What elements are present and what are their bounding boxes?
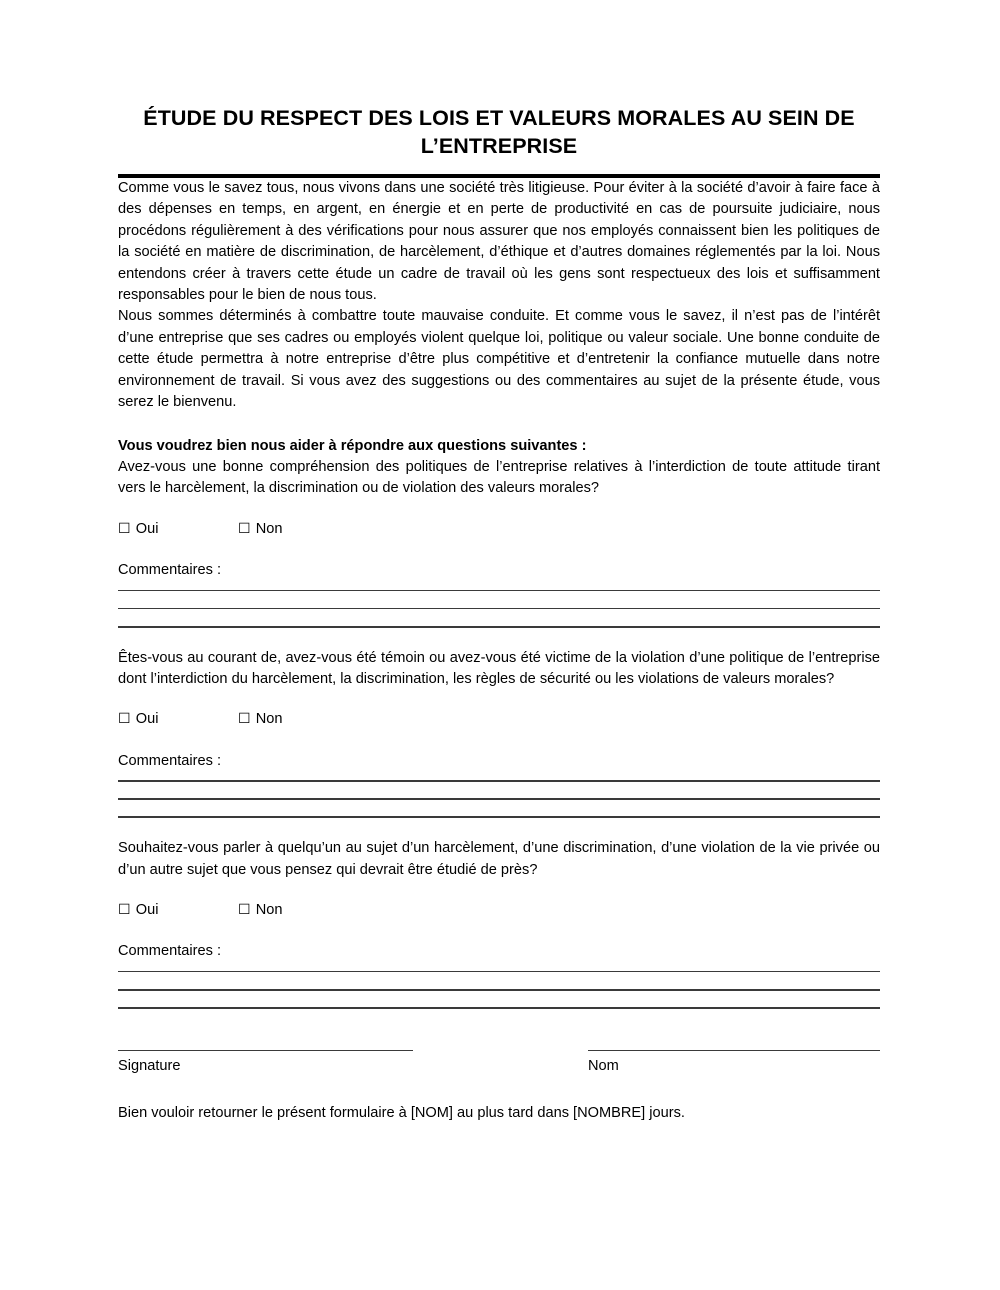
comment-write-line[interactable] — [118, 780, 880, 782]
checkbox-icon[interactable]: ☐ — [238, 520, 251, 537]
question-2-choices — [118, 709, 880, 730]
page-title: ÉTUDE DU RESPECT DES LOIS ET VALEURS MORALES AU SEIN DE L’ENTREPRISE — [143, 106, 855, 159]
option-label: Non — [255, 520, 283, 537]
question-2-option-non[interactable] — [238, 709, 283, 730]
signature-caption: Signature — [118, 1057, 181, 1074]
comment-write-line[interactable] — [118, 608, 880, 610]
question-1-comments-label: Commentaires : — [118, 562, 221, 579]
intro-paragraph-2: Nous sommes déterminés à combattre toute mauvaise conduite. Et comme vous le savez, il n’est pas de l’intérêt d’une entreprise que ses cadres ou employés violent quelque loi, politique ou valeur sociale. Une bonne conduite de cette étude permettra à notre entreprise d’être plus compétitive et d’entretenir la confiance mutuelle dans notre environnement de travail. Si vous avez des suggestions ou des commentaires au sujet de la présente étude, vous serez le bienvenu. — [118, 308, 880, 411]
comment-write-line[interactable] — [118, 989, 880, 991]
option-label: Non — [255, 711, 283, 728]
option-label: Oui — [135, 711, 159, 728]
question-3-text: Souhaitez-vous parler à quelqu’un au sujet d’un harcèlement, d’une discrimination, d’une violation de la vie privée ou d’un autre sujet que vous pensez qui devrait être étudié de près? — [118, 840, 880, 878]
question-block-1 — [118, 457, 880, 628]
signature-line[interactable] — [118, 1050, 413, 1052]
block-spacer — [118, 818, 880, 838]
question-1-text: Avez-vous une bonne compréhension des politiques de l’entreprise relatives à l’interdiction de toute attitude tirant vers le harcèlement, la discrimination ou de violation des valeurs morales? — [118, 459, 880, 497]
question-1-option-oui[interactable] — [118, 519, 238, 540]
checkbox-icon[interactable]: ☐ — [118, 711, 131, 728]
comment-write-line[interactable] — [118, 590, 880, 592]
signature-block — [118, 1050, 880, 1094]
block-spacer — [118, 628, 880, 648]
comment-write-line[interactable] — [118, 798, 880, 800]
closing-instruction: Bien vouloir retourner le présent formulaire à [NOM] au plus tard dans [NOMBRE] jours. — [118, 1104, 685, 1121]
questions-lead-in: Vous voudrez bien nous aider à répondre aux questions suivantes : — [118, 437, 587, 454]
document-content — [118, 104, 880, 1139]
checkbox-icon[interactable]: ☐ — [238, 711, 251, 728]
comment-write-line[interactable] — [118, 971, 880, 973]
question-3-choices — [118, 900, 880, 921]
question-3-comments-label: Commentaires : — [118, 943, 221, 960]
question-1-option-non[interactable] — [238, 519, 283, 540]
option-label: Oui — [135, 901, 159, 918]
option-label: Non — [255, 901, 283, 918]
question-2-option-oui[interactable] — [118, 709, 238, 730]
question-3-option-non[interactable] — [238, 900, 283, 921]
question-2-text: Êtes-vous au courant de, avez-vous été témoin ou avez-vous été victime de la violation d’une politique de l’entreprise dont l’interdiction du harcèlement, la discrimination, les règles de sécurité ou les violations de valeurs morales? — [118, 649, 880, 687]
checkbox-icon[interactable]: ☐ — [238, 901, 251, 918]
checkbox-icon[interactable]: ☐ — [118, 520, 131, 537]
question-2-comment-lines — [118, 780, 880, 818]
question-3-option-oui[interactable] — [118, 900, 238, 921]
comment-write-line[interactable] — [118, 1007, 880, 1009]
question-1-choices — [118, 519, 880, 540]
question-2-comments-label: Commentaires : — [118, 752, 221, 769]
name-caption: Nom — [588, 1057, 619, 1074]
intro-paragraph-1: Comme vous le savez tous, nous vivons dans une société très litigieuse. Pour éviter à la société d’avoir à faire face à des dépenses en temps, en argent, en énergie et en perte de productivité en cas de poursuite judiciaire, nous procédons régulièrement à des vérifications pour nous assurer que nos employés connaissent bien les politiques de la société en matière de discrimination, de harcèlement, d’éthique et d’autres domaines réglementés par la loi. Nous entendons créer à travers cette étude un cadre de travail où les gens sont respectueux des lois et suffisamment responsables pour le bien de nous tous. — [118, 179, 880, 303]
question-block-2 — [118, 648, 880, 819]
question-1-comment-lines — [118, 590, 880, 628]
checkbox-icon[interactable]: ☐ — [118, 901, 131, 918]
option-label: Oui — [135, 520, 159, 537]
question-block-3 — [118, 838, 880, 1009]
name-line[interactable] — [588, 1050, 880, 1052]
question-3-comment-lines — [118, 971, 880, 1009]
